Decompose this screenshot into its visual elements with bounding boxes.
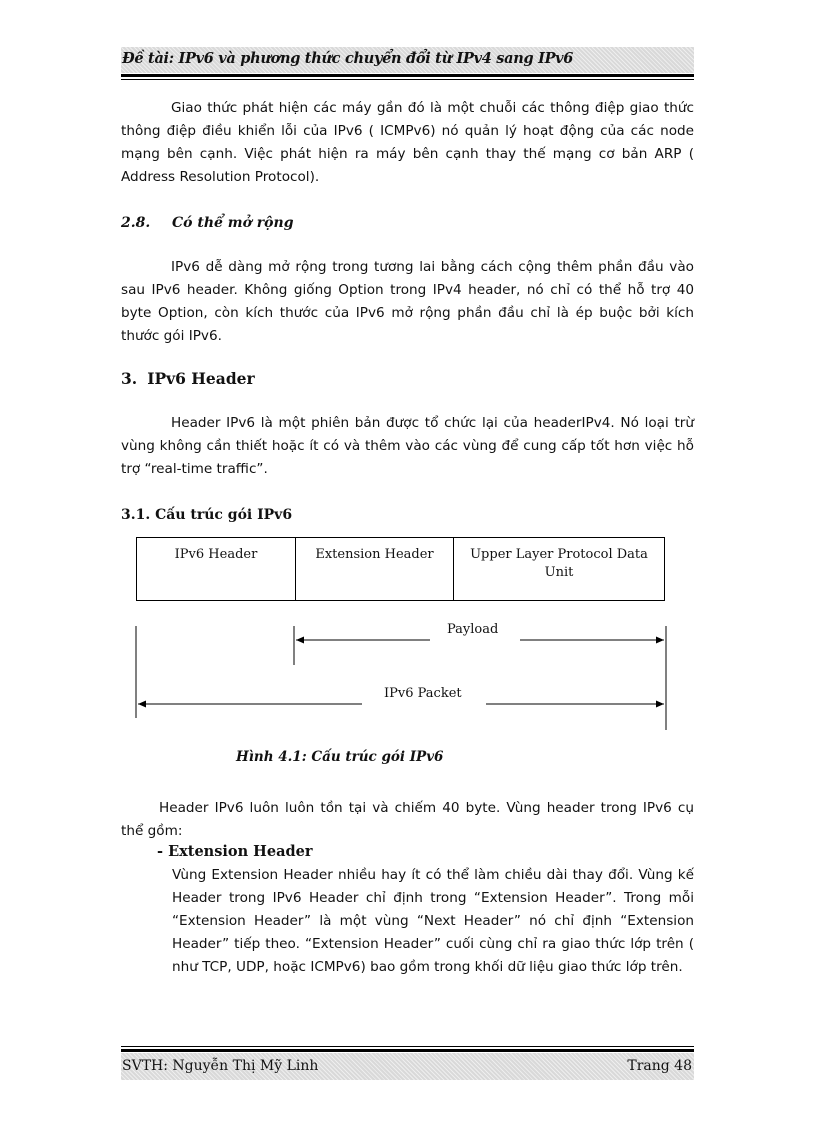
payload-arrowhead-left — [296, 637, 304, 644]
cell-ipv6-header: IPv6 Header — [174, 547, 258, 562]
section-title: Có thể mở rộng — [172, 215, 294, 231]
figure-caption: Hình 4.1: Cấu trúc gói IPv6 — [236, 749, 444, 765]
section-number: 2.8. — [121, 215, 151, 231]
payload-arrowhead-right — [656, 637, 664, 644]
payload-label: Payload — [447, 622, 499, 637]
extension-header-body: Vùng Extension Header nhiều hay ít có thể làm chiều dài thay đổi. Vùng kế Header trong IPv6 Header chỉ định trong “Extension Header”. Trong mỗi “Extension Header” là một vùng “Next Header” nó chỉ định “Extension Header” tiếp theo. “Extension Header” cuối cùng chỉ ra giao thức lớp trên ( như TCP, UDP, hoặc ICMPv6) bao gồm trong khối dữ liệu giao thức lớp trên. — [172, 867, 694, 975]
extension-header-title: - Extension Header — [157, 843, 313, 860]
footer-page-number: Trang 48 — [627, 1058, 692, 1074]
cell-upper-layer-pdu: Upper Layer Protocol Data Unit — [453, 538, 664, 600]
packet-arrowhead-right — [656, 701, 664, 708]
section-2-8-paragraph: IPv6 dễ dàng mở rộng trong tương lai bằng cách cộng thêm phần đầu vào sau IPv6 header. Không giống Option trong IPv4 header, nó chỉ có thể hỗ trợ 40 byte Option, còn kích thước của IPv6 mở rộng phần đầu chỉ là ép buộc bởi kích thước gói IPv6. — [121, 259, 694, 344]
header-paragraph: Header IPv6 luôn luôn tồn tại và chiếm 40 byte. Vùng header trong IPv6 cụ thể gồm: — [121, 800, 694, 839]
page-header-title: Đề tài: IPv6 và phương thức chuyển đổi từ IPv4 sang IPv6 — [122, 50, 574, 67]
footer-author: SVTH: Nguyễn Thị Mỹ Linh — [122, 1058, 319, 1074]
packet-arrowhead-left — [138, 701, 146, 708]
cell-extension-header: Extension Header — [295, 538, 453, 600]
section-3-1-heading: 3.1. Cấu trúc gói IPv6 — [121, 507, 293, 523]
intro-paragraph: Giao thức phát hiện các máy gần đó là một chuỗi các thông điệp giao thức thông điệp điều khiển lỗi của IPv6 ( ICMPv6) nó quản lý hoạt động của các node mạng bên cạnh. Việc phát hiện ra máy bên cạnh thay thế mạng cơ bản ARP ( Address Resolution Protocol). — [121, 100, 694, 185]
footer-rule-thick — [121, 1049, 694, 1052]
section-title: IPv6 Header — [147, 369, 255, 388]
section-number: 3. — [121, 369, 138, 388]
section-3-paragraph: Header IPv6 là một phiên bản được tổ chức lại của headerIPv4. Nó loại trừ vùng không cần thiết hoặc ít có và thêm vào các vùng để cung cấp tốt hơn việc hỗ trợ “real-time traffic”. — [121, 415, 694, 477]
footer-rule-thin — [121, 1046, 694, 1047]
packet-label: IPv6 Packet — [384, 686, 462, 701]
